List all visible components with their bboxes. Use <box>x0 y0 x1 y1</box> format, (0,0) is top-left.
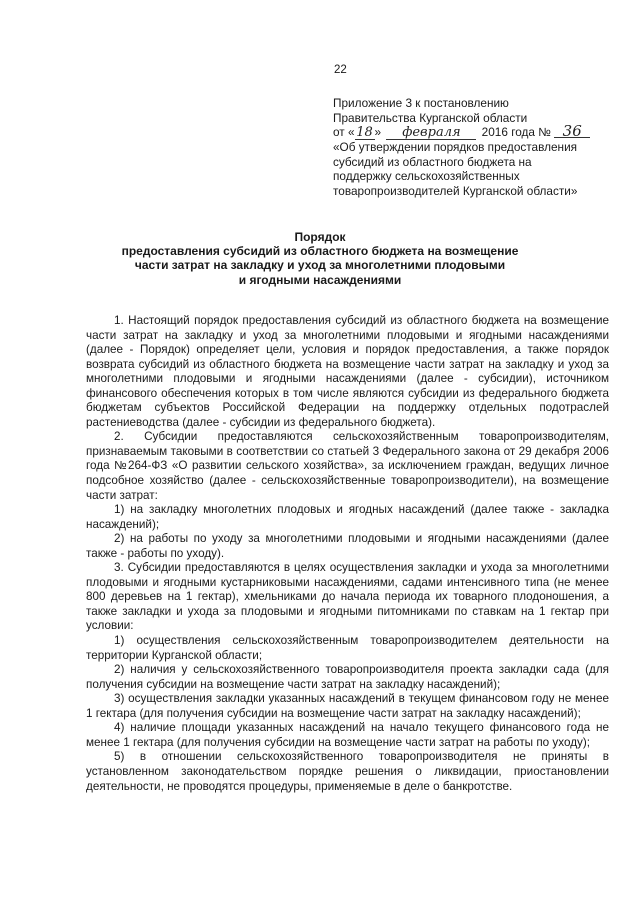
paragraph: 1. Настоящий порядок предоставления субсидий из областного бюджета на возмещение части затрат на закладку и уход за многолетними плодовыми и ягодными насаждениями (далее - Порядок) определяет цели, условия и порядок предоставления, а также порядок возврата субсидий из областного бюджета на возмещение части затрат на закладку и уход за многолетними плодовыми и ягодными насаждениями (далее - субсидии), источником финансового обеспечения которых в том числе являются субсидии из федерального бюджета бюджетам субъектов Российской Федерации на поддержку отдельных подотраслей растениеводства (далее - субсидии из федерального бюджета). <box>86 314 609 429</box>
appendix-subject-line: «Об утверждении порядков предоставления <box>333 140 578 155</box>
appendix-subject-line: субсидий из областного бюджета на <box>333 154 532 169</box>
handwritten-day: 18 <box>356 125 373 141</box>
title-line: предоставления субсидий из областного бюджета на возмещение <box>121 244 519 259</box>
appendix-subject-line: поддержку сельскохозяйственных <box>333 169 520 184</box>
appendix-date-line <box>333 122 613 141</box>
paragraph: 3. Субсидии предоставляются в целях осуществления закладки и ухода за многолетними плодовыми и ягодными кустарниковыми насаждениями, садами интенсивного типа (не менее 800 деревьев на 1 гектар), хмельниками до начала периода их товарного плодоношения, а также закладки и ухода за плодовыми и ягодными питомниками по ставкам на 1 гектар при условии: <box>86 561 609 633</box>
paragraph: 2. Субсидии предоставляются сельскохозяйственным товаропроизводителям, признаваемым таковыми в соответствии со статьей 3 Федерального закона от 29 декабря 2006 года №264-ФЗ «О развитии сельского хозяйства», за исключением граждан, ведущих личное подсобное хозяйство (далее - сельскохозяйственные товаропроизводители), на возмещение части затрат: <box>86 430 609 502</box>
paragraph: 3) осуществления закладки указанных насаждений в текущем финансовом году не менее 1 гектара (для получения субсидии на возмещение части затрат на закладку насаждений); <box>86 692 609 720</box>
paragraph: 4) наличие площади указанных насаждений на начало текущего финансового года не менее 1 гектара (для получения субсидии на возмещение части затрат на работы по уходу); <box>86 721 609 749</box>
document-body <box>86 314 609 794</box>
date-suffix: 2016 года № <box>478 125 555 140</box>
paragraph: 1) на закладку многолетних плодовых и ягодных насаждений (далее также - закладка насаждений); <box>86 503 609 531</box>
page-number: 22 <box>334 64 347 76</box>
title-line: и ягодными насаждениями <box>238 272 402 287</box>
date-mid: » <box>374 125 385 140</box>
appendix-line: Правительства Курганской области <box>333 110 528 125</box>
paragraph: 2) на работы по уходу за многолетними плодовыми и ягодными насаждениями (далее также - работы по уходу). <box>86 532 609 560</box>
handwritten-number: 36 <box>554 125 590 138</box>
appendix-line: Приложение 3 к постановлению <box>333 96 509 110</box>
paragraph: 5) в отношении сельскохозяйственного товаропроизводителя не приняты в установленном законодательством порядке решения о ликвидации, приостановлении деятельности, не проводятся процедуры, применяемые в деле о банкротстве. <box>86 750 609 793</box>
date-prefix: от « <box>333 125 355 140</box>
handwritten-month: февраля <box>386 127 476 140</box>
appendix-header <box>333 96 613 199</box>
appendix-subject-line: товаропроизводителей Курганской области» <box>333 183 578 198</box>
title-line: части затрат на закладку и уход за многолетними плодовыми <box>134 258 506 273</box>
paragraph: 2) наличия у сельскохозяйственного товаропроизводителя проекта закладки сада (для получения субсидии на возмещение части затрат на закладку насаждений); <box>86 663 609 691</box>
document-title <box>100 230 540 287</box>
paragraph: 1) осуществления сельскохозяйственным товаропроизводителем деятельности на территории Курганской области; <box>86 634 609 662</box>
title-line: Порядок <box>294 230 346 244</box>
